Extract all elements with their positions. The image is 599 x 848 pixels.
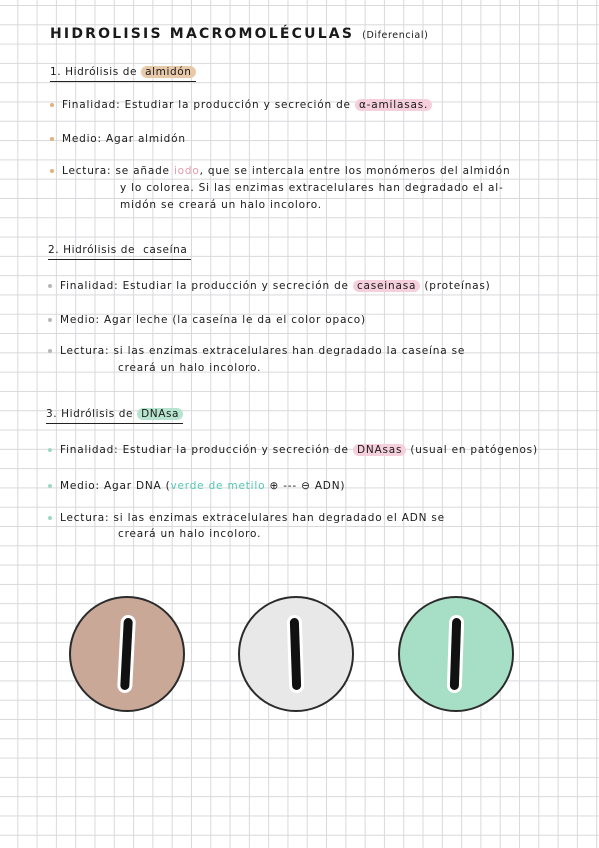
finalidad-highlight: DNAsas [353, 444, 406, 456]
bullet-icon [48, 516, 52, 520]
petri-dish-dnasa [398, 596, 514, 712]
section-1-lectura [50, 165, 510, 177]
lectura-part2: , que se intercala entre los monómeros del almidón [199, 165, 511, 177]
medio-colored: verde de metilo [170, 480, 266, 492]
section-1-medio [50, 133, 186, 145]
finalidad-text: Estudiar la producción y secreción de [124, 99, 351, 111]
medio-label: Medio: [60, 314, 100, 326]
bullet-icon [50, 103, 54, 107]
section-2-heading-prefix: 2. Hidrólisis de [48, 244, 136, 256]
bullet-icon [48, 318, 52, 322]
finalidad-highlight: α-amilasas. [355, 99, 432, 111]
finalidad-highlight: caseinasa [353, 280, 420, 292]
title-subtitle: (Diferencial) [362, 30, 429, 41]
medio-label: Medio: [62, 133, 102, 145]
finalidad-label: Finalidad: [60, 280, 119, 292]
bullet-icon [48, 484, 52, 488]
section-1-heading-highlight: almidón [141, 66, 195, 78]
section-3-medio [48, 480, 345, 492]
finalidad-after: (proteínas) [424, 280, 491, 292]
culture-streak-icon [120, 618, 133, 690]
culture-streak-icon [450, 618, 462, 690]
finalidad-after: (usual en patógenos) [410, 444, 538, 456]
petri-dish-caseina [238, 596, 354, 712]
lectura-part1: se añade [115, 165, 170, 177]
section-1-heading-prefix: 1. Hidrólisis de [50, 66, 138, 78]
petri-dish-almidon [69, 596, 185, 712]
finalidad-text: Estudiar la producción y secreción de [122, 444, 349, 456]
culture-streak-icon [290, 618, 302, 690]
bullet-icon [50, 137, 54, 141]
section-1-lectura-line2: y lo colorea. Si las enzimas extracelulares han degradado el al- [120, 182, 504, 194]
bullet-icon [50, 169, 54, 173]
medio-label: Medio: [60, 480, 100, 492]
section-1-finalidad [50, 99, 432, 111]
section-3-lectura-line2: creará un halo incoloro. [118, 528, 262, 540]
page-title [50, 26, 428, 42]
section-3-heading [46, 408, 183, 424]
medio-text: Agar leche (la caseína le da el color opaco) [104, 314, 366, 326]
section-2-lectura [48, 345, 465, 357]
section-2-lectura-line2: creará un halo incoloro. [118, 362, 262, 374]
section-2-medio [48, 314, 366, 326]
lectura-colored: iodo [173, 165, 200, 177]
lectura-line1: si las enzimas extracelulares han degradado el ADN se [113, 512, 445, 524]
medio-text: Agar almidón [106, 133, 186, 145]
medio-text: Agar DNA ( [104, 480, 171, 492]
bullet-icon [48, 448, 52, 452]
section-3-lectura [48, 512, 445, 524]
section-2-heading-highlight: caseína [143, 244, 188, 256]
finalidad-label: Finalidad: [60, 444, 119, 456]
section-3-heading-prefix: 3. Hidrólisis de [46, 408, 134, 420]
section-2-heading [48, 244, 191, 260]
lectura-line1: si las enzimas extracelulares han degradado la caseína se [113, 345, 466, 357]
lectura-label: Lectura: [60, 345, 110, 357]
medio-after: ⊕ --- ⊖ ADN) [269, 480, 346, 492]
section-3-heading-highlight: DNAsa [137, 408, 183, 420]
finalidad-label: Finalidad: [62, 99, 121, 111]
lectura-label: Lectura: [60, 512, 110, 524]
lectura-label: Lectura: [62, 165, 112, 177]
bullet-icon [48, 284, 52, 288]
title-text: HIDROLISIS MACROMOLÉCULAS [50, 26, 355, 42]
section-1-heading [50, 66, 196, 82]
section-2-finalidad [48, 280, 491, 292]
bullet-icon [48, 349, 52, 353]
section-3-finalidad [48, 444, 538, 456]
finalidad-text: Estudiar la producción y secreción de [122, 280, 349, 292]
section-1-lectura-line3: midón se creará un halo incoloro. [120, 199, 322, 211]
